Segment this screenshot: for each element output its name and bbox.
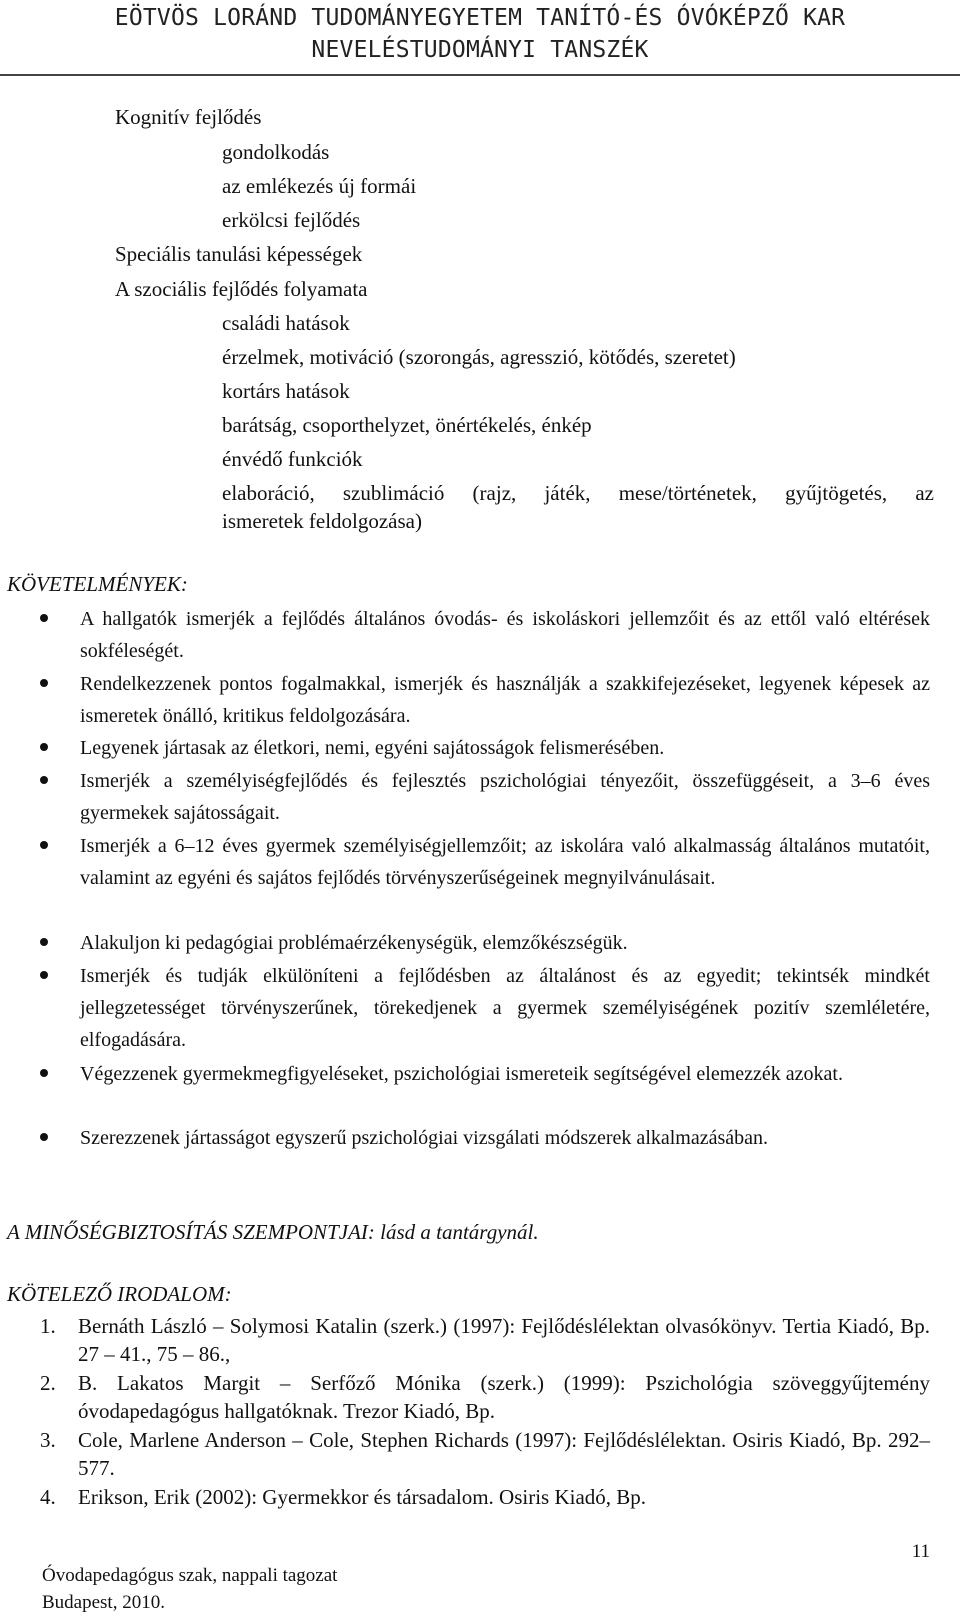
footer-place-date: Budapest, 2010. [42, 1592, 165, 1613]
bullet-icon [40, 743, 48, 751]
outline-item: erkölcsi fejlődés [222, 208, 361, 232]
bullet-icon [40, 938, 48, 946]
literature-text: Cole, Marlene Anderson – Cole, Stephen Richards (1997): Fejlődéslélektan. Osiris Kiadó, Bp. 292–577. [78, 1428, 930, 1480]
requirement-text: Legyenek jártasak az életkori, nemi, egyéni sajátosságok felismerésében. [80, 737, 665, 759]
bullet-icon [40, 679, 48, 687]
literature-text: B. Lakatos Margit – Serfőző Mónika (szerk.) (1999): Pszichológia szöveggyűjtemény óvodapedagógus hallgatóknak. Trezor Kiadó, Bp. [78, 1371, 930, 1423]
literature-number: 3. [40, 1428, 56, 1452]
page-number: 11 [911, 1541, 930, 1562]
requirement-text: Rendelkezzenek pontos fogalmakkal, ismerjék és használják a szakkifejezéseket, legyenek képesek az ismeretek önálló, kritikus feldolgozására. [80, 673, 930, 727]
outline-item: énvédő funkciók [222, 447, 363, 471]
literature-heading: KÖTELEZŐ IRODALOM: [7, 1282, 232, 1306]
requirement-text: Végezzenek gyermekmegfigyeléseket, pszichológiai ismereteik segítségével elemezzék azokat. [80, 1063, 843, 1085]
quality-assurance-note: A MINŐSÉGBIZTOSÍTÁS SZEMPONTJAI: lásd a tantárgynál. [7, 1220, 539, 1244]
requirement-text: Alakuljon ki pedagógiai problémaérzékenységük, elemzőkészségük. [80, 932, 628, 954]
bullet-icon [40, 971, 48, 979]
page-footer [42, 1562, 337, 1616]
bullet-icon [40, 1133, 48, 1141]
outline-item: gondolkodás [222, 140, 330, 164]
header-divider [0, 74, 960, 76]
bullet-icon [40, 1069, 48, 1077]
outline-item: A szociális fejlődés folyamata [115, 277, 368, 301]
outline-item: barátság, csoporthelyzet, önértékelés, énkép [222, 413, 592, 437]
literature-number: 1. [40, 1314, 56, 1338]
outline-item: az emlékezés új formái [222, 174, 417, 198]
university-name: EÖTVÖS LORÁND TUDOMÁNYEGYETEM TANÍTÓ-ÉS ÓVÓKÉPZŐ KAR [114, 5, 846, 31]
bullet-icon [40, 614, 48, 622]
requirement-text: Ismerjék a személyiségfejlődés és fejlesztés pszichológiai tényezőit, összefüggéseit, a 3–6 éves gyermekek sajátosságait. [80, 770, 930, 824]
bullet-icon [40, 776, 48, 784]
outline-item: ismeretek feldolgozása) [222, 509, 422, 533]
requirement-text: Ismerjék a 6–12 éves gyermek személyiségjellemzőit; az iskolára való alkalmasság általános mutatóit, valamint az egyéni és sajátos fejlődés törvényszerűségeinek megnyilvánulásait. [80, 835, 930, 889]
outline-item: Kognitív fejlődés [115, 105, 262, 129]
footer-program: Óvodapedagógus szak, nappali tagozat [42, 1565, 338, 1586]
literature-text: Erikson, Erik (2002): Gyermekkor és társadalom. Osiris Kiadó, Bp. [78, 1485, 647, 1509]
literature-text: Bernáth László – Solymosi Katalin (szerk.) (1997): Fejlődéslélektan olvasókönyv. Tertia Kiadó, Bp. 27 – 41., 75 – 86., [78, 1314, 930, 1366]
page-header [0, 0, 960, 70]
bullet-icon [40, 841, 48, 849]
outline-item: kortárs hatások [222, 379, 350, 403]
requirements-heading: KÖVETELMÉNYEK: [7, 572, 188, 596]
requirement-text: Szerezzenek jártasságot egyszerű pszichológiai vizsgálati módszerek alkalmazásában. [80, 1127, 769, 1149]
outline-item: családi hatások [222, 311, 350, 335]
department-name: NEVELÉSTUDOMÁNYI TANSZÉK [311, 37, 649, 63]
outline-item: elaboráció, szublimáció (rajz, játék, mese/történetek, gyűjtögetés, az [222, 481, 934, 505]
literature-number: 2. [40, 1371, 56, 1395]
requirement-text: A hallgatók ismerjék a fejlődés általános óvodás- és iskoláskori jellemzőit és az ettől való eltérések sokféleségét. [80, 608, 930, 662]
outline-item: érzelmek, motiváció (szorongás, agresszió, kötődés, szeretet) [222, 345, 736, 369]
literature-number: 4. [40, 1485, 56, 1509]
requirement-text: Ismerjék és tudják elkülöníteni a fejlődésben az általánost és az egyedit; tekintsék mindkét jellegzetességet törvényszerűnek, törekedjenek a gyermek személyiségének pozitív szemléletére, elfogadására. [80, 965, 930, 1051]
outline-item: Speciális tanulási képességek [115, 242, 363, 266]
